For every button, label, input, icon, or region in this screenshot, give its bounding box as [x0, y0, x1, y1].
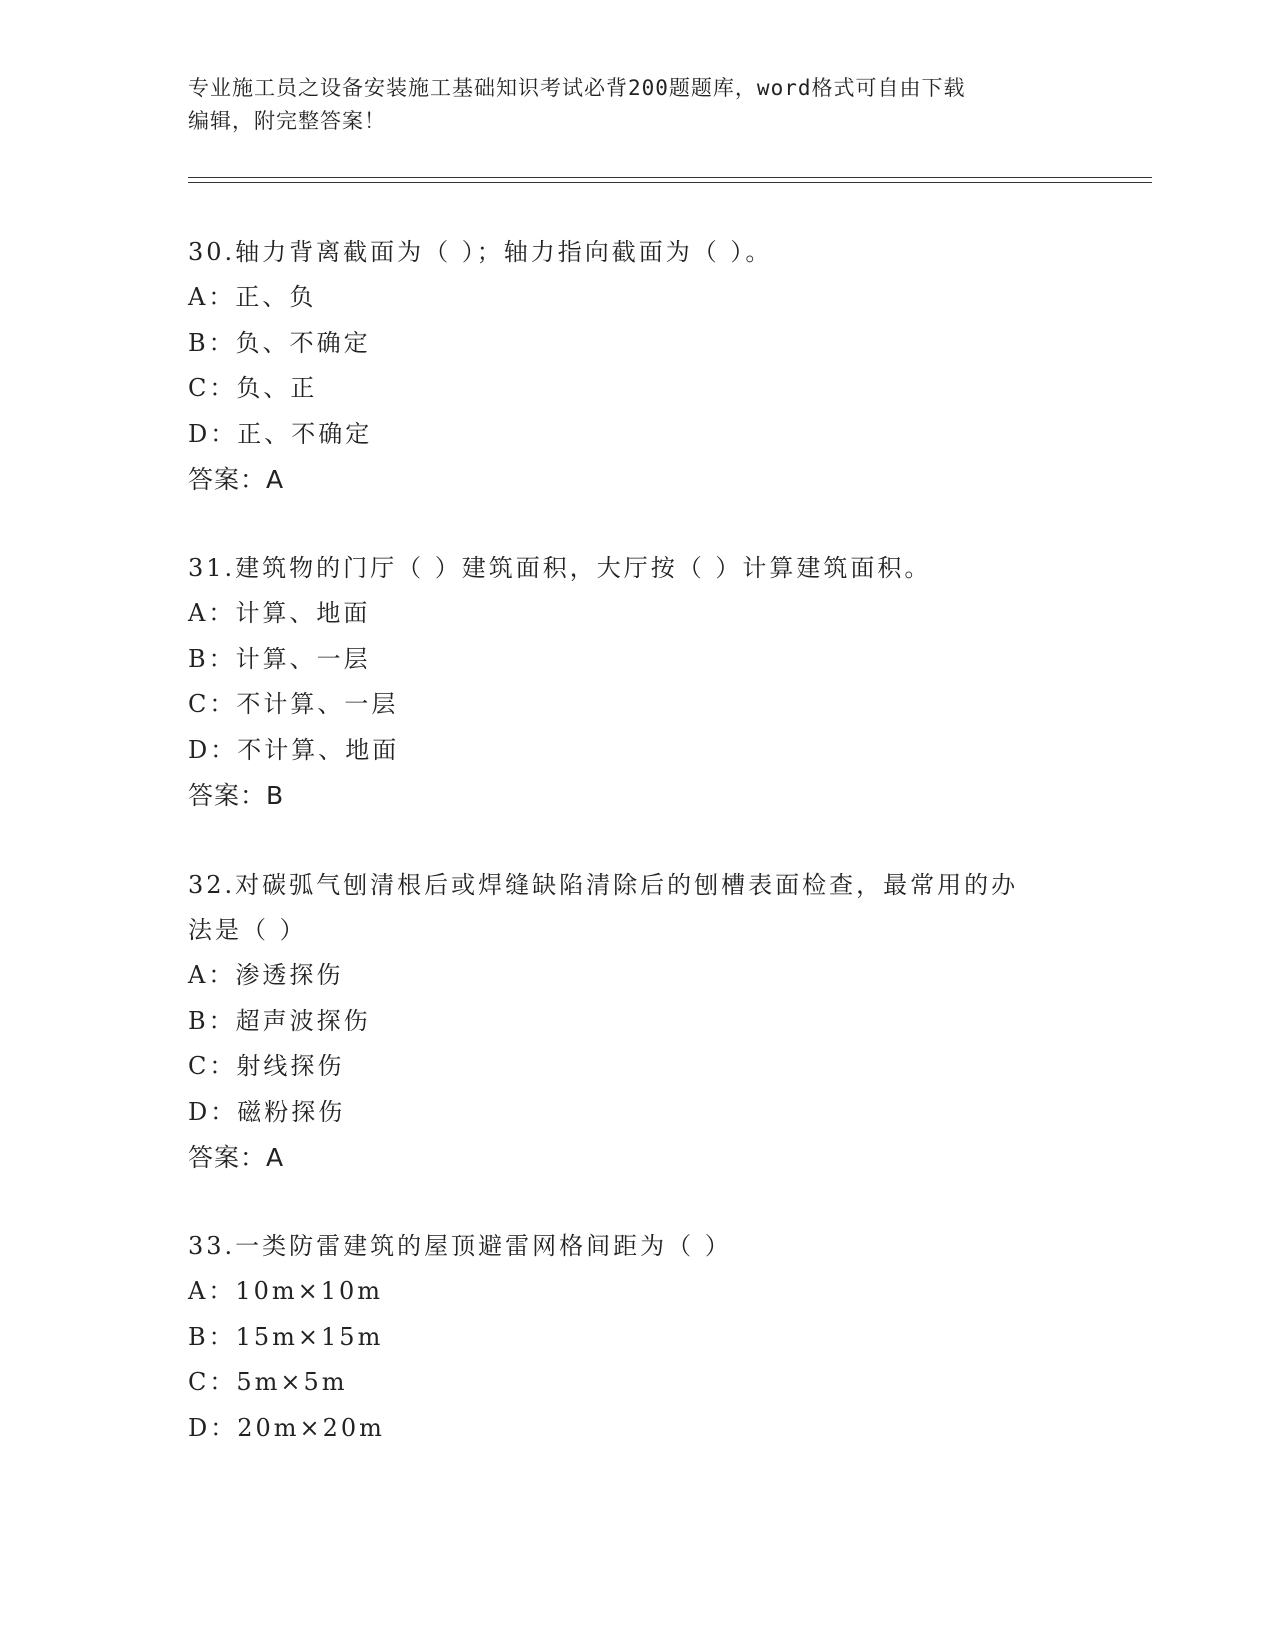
question-stem: 31.建筑物的门厅（ ）建筑面积，大厅按（ ）计算建筑面积。 — [188, 554, 932, 582]
question-30 — [188, 230, 1088, 502]
header-line-2: 编辑，附完整答案！ — [188, 109, 386, 133]
option-b: B：负、不确定 — [188, 328, 371, 357]
option-b: B：15m×15m — [188, 1322, 384, 1351]
option-d: D：磁粉探伤 — [188, 1097, 346, 1126]
header-divider-top — [188, 177, 1152, 178]
question-31 — [188, 546, 1088, 818]
option-a: A：渗透探伤 — [188, 961, 344, 989]
option-a: A：10m×10m — [188, 1277, 384, 1305]
question-stem-line-2: 法是（ ） — [188, 916, 307, 944]
option-a: A：正、负 — [188, 283, 317, 311]
question-stem-line-1: 32.对碳弧气刨清根后或焊缝缺陷清除后的刨槽表面检查，最常用的办 — [188, 871, 1019, 899]
question-stem: 30.轴力背离截面为（ ）；轴力指向截面为（ ）。 — [188, 238, 773, 266]
option-d: D：正、不确定 — [188, 419, 373, 448]
option-c: C：5m×5m — [188, 1368, 348, 1396]
answer: 答案：A — [188, 1143, 285, 1172]
document-header — [188, 72, 1088, 138]
option-c: C：负、正 — [188, 374, 318, 402]
answer: 答案：B — [188, 781, 285, 810]
option-d: D：不计算、地面 — [188, 735, 400, 764]
header-line-1: 专业施工员之设备安装施工基础知识考试必背200题题库，word格式可自由下载 — [188, 76, 966, 100]
question-33 — [188, 1224, 1088, 1451]
option-b: B：计算、一层 — [188, 644, 371, 673]
header-divider-bottom — [188, 182, 1152, 183]
answer: 答案：A — [188, 465, 285, 494]
option-c: C：不计算、一层 — [188, 690, 399, 718]
option-c: C：射线探伤 — [188, 1052, 345, 1080]
option-d: D：20m×20m — [188, 1413, 385, 1442]
option-a: A：计算、地面 — [188, 599, 371, 627]
question-32 — [188, 863, 1088, 1180]
option-b: B：超声波探伤 — [188, 1006, 371, 1035]
question-stem: 33.一类防雷建筑的屋顶避雷网格间距为（ ） — [188, 1232, 732, 1260]
